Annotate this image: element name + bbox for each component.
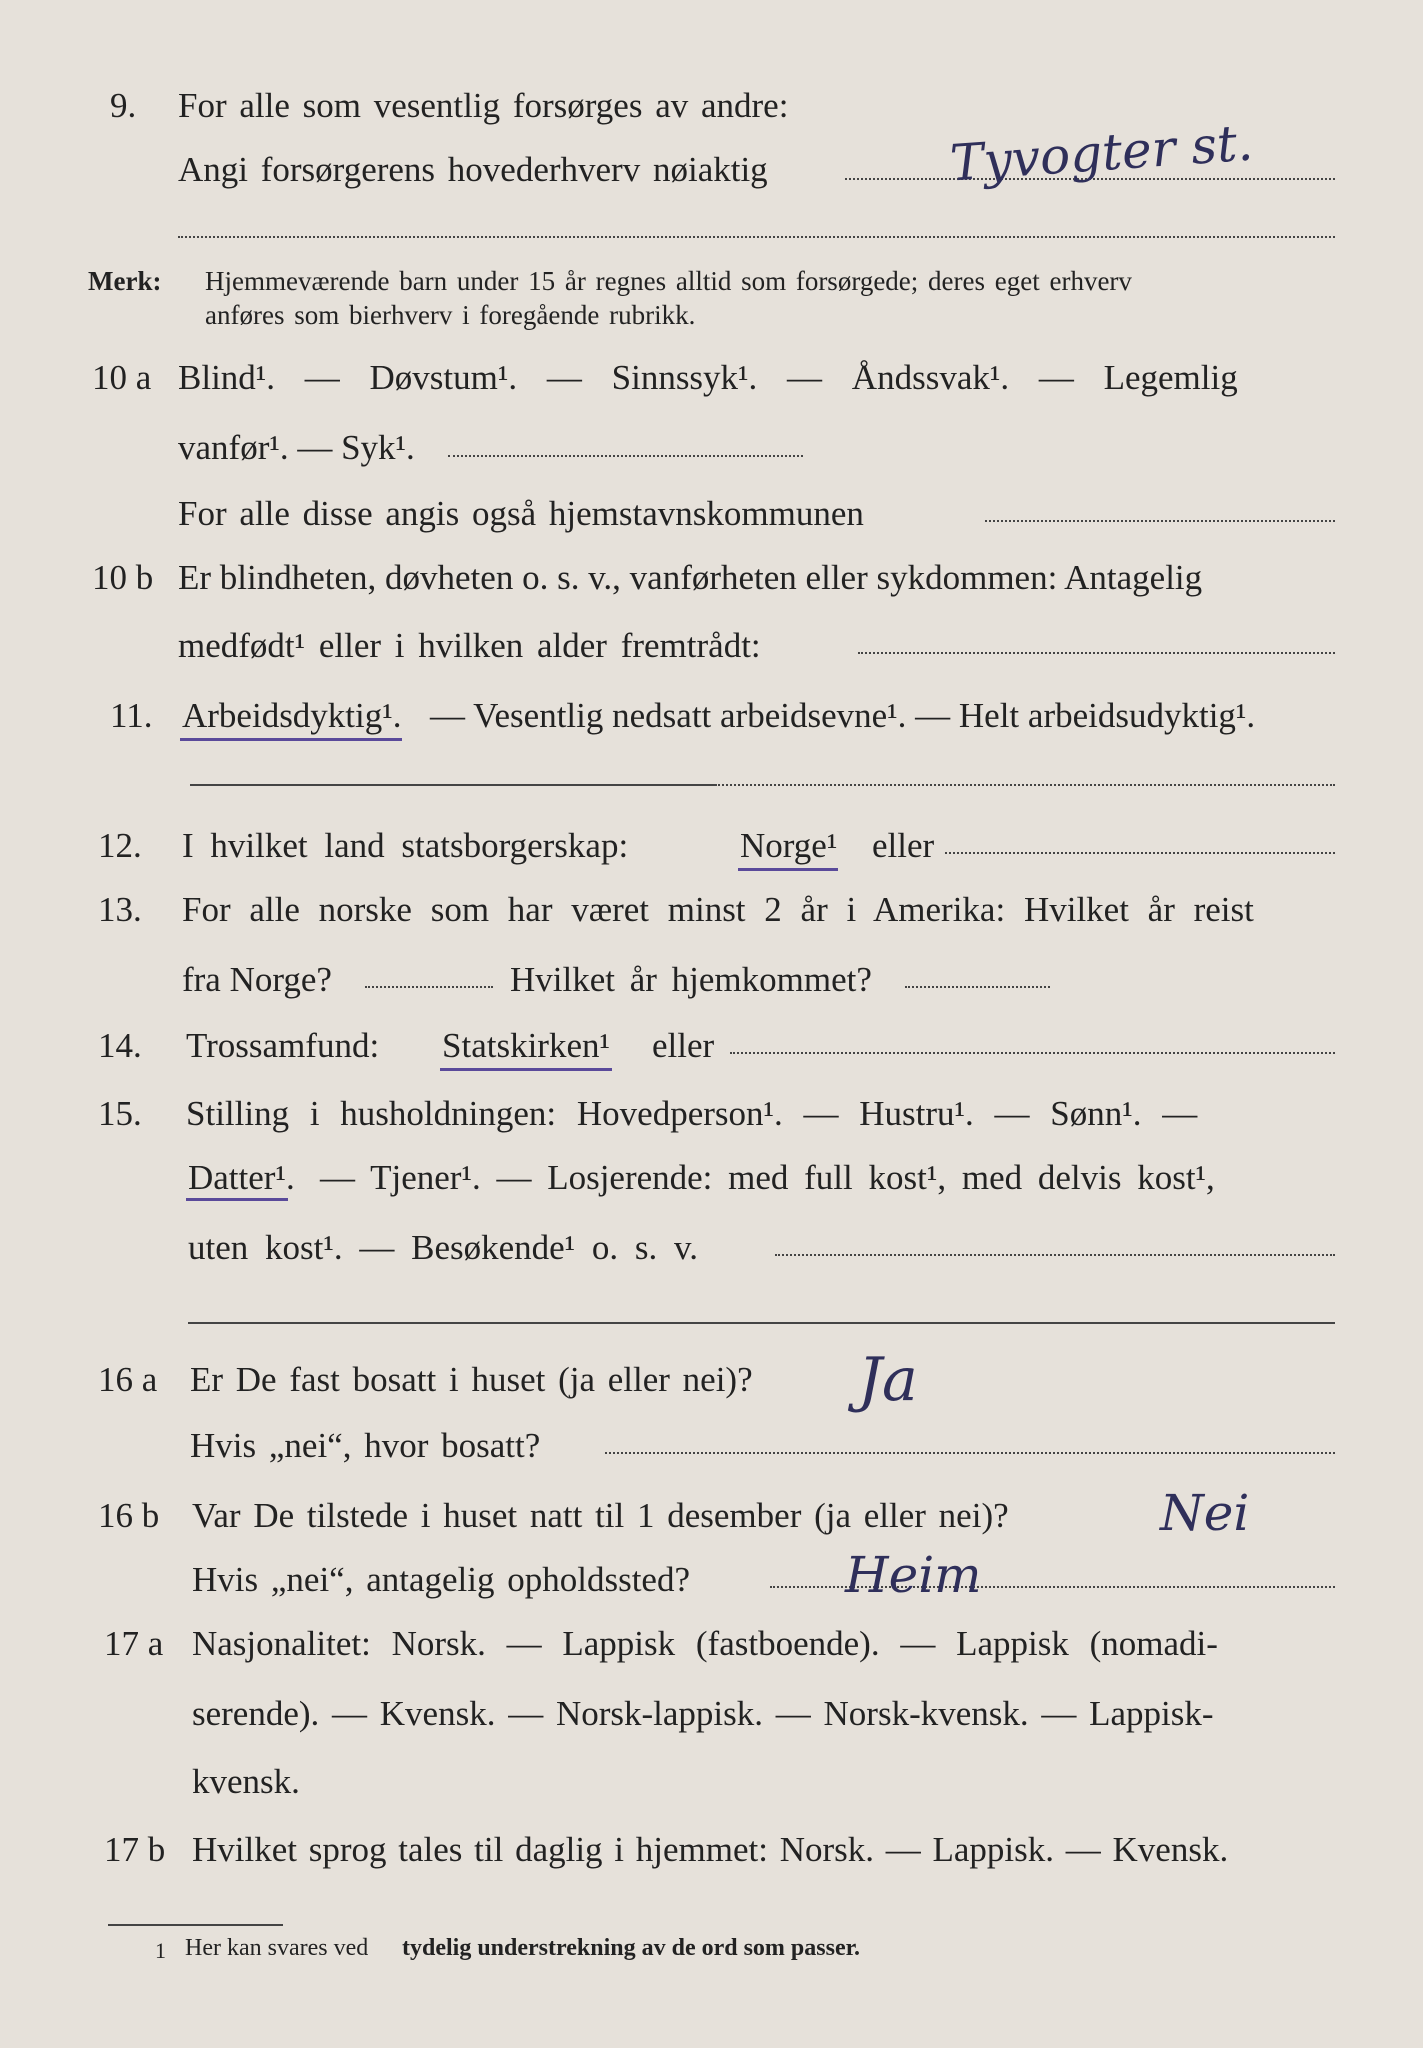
q11-underline-mark (180, 738, 402, 741)
q10b-line1: Er blindheten, døvheten o. s. v., vanførheten eller sykdommen: Antagelig (178, 558, 1203, 597)
q15-separator-line (188, 1322, 1335, 1324)
q10a-line1: Blind¹. — Døvstum¹. — Sinnssyk¹. — Åndssvak¹. — Legemlig (178, 358, 1238, 397)
q17a-line2: serende). — Kvensk. — Norsk-lappisk. — Norsk-kvensk. — Lappisk- (192, 1694, 1214, 1733)
q9-number: 9. (110, 86, 137, 125)
q13-line2b: Hvilket år hjemkommet? (510, 960, 872, 999)
q10a-line3: For alle disse angis også hjemstavnskommunen (178, 494, 864, 533)
q15-number: 15. (98, 1094, 142, 1133)
q15-line3: uten kost¹. — Besøkende¹ o. s. v. (188, 1228, 699, 1267)
q14-answer-dots (730, 1052, 1335, 1054)
q16b-number: 16 b (98, 1496, 160, 1535)
q16a-handwritten-answer: Ja (858, 1345, 918, 1415)
q16b-handwritten-answer-1: Nei (1160, 1484, 1250, 1542)
q10b-line2-dots (858, 652, 1335, 654)
footnote-rule (108, 1924, 283, 1926)
q15-line1: Stilling i husholdningen: Hovedperson¹. — Hustru¹. — Sønn¹. — (186, 1094, 1198, 1133)
q15-underline-mark (186, 1198, 288, 1201)
merk-line1: Hjemmeværende barn under 15 år regnes alltid som forsørgede; deres eget erhverv (205, 266, 1132, 296)
footnote-text-a: Her kan svares ved (185, 1935, 369, 1961)
q16a-line2: Hvis „nei“, hvor bosatt? (190, 1426, 541, 1465)
q17a-line1: Nasjonalitet: Norsk. — Lappisk (fastboende). — Lappisk (nomadi- (192, 1624, 1218, 1663)
q10a-line2: vanfør¹. — Syk¹. (178, 428, 415, 467)
q14-tail: eller (652, 1026, 715, 1065)
q16b-line1: Var De tilstede i huset natt til 1 desember (ja eller nei)? (192, 1496, 1009, 1535)
q16a-line1: Er De fast bosatt i huset (ja eller nei)? (190, 1360, 753, 1399)
q16a-answer-dots (605, 1452, 1335, 1454)
q16b-line2: Hvis „nei“, antagelig opholdssted? (192, 1560, 690, 1599)
q15-line2-rest: — Tjener¹. — Losjerende: med full kost¹, med delvis kost¹, (320, 1158, 1215, 1197)
q17b-line1: Hvilket sprog tales til daglig i hjemmet: Norsk. — Lappisk. — Kvensk. (192, 1830, 1229, 1869)
merk-label: Merk: (88, 266, 162, 296)
q11-rest: — Vesentlig nedsatt arbeidsevne¹. — Helt arbeidsudyktig¹. (430, 696, 1256, 735)
q17b-number: 17 b (104, 1830, 166, 1869)
q16b-handwritten-answer-2: Heim (845, 1546, 982, 1604)
q14-text: Trossamfund: (186, 1026, 380, 1065)
q14-underline-mark (440, 1068, 612, 1071)
footnote-mark: 1 (155, 1938, 166, 1963)
q11-option-arbeidsdyktig: Arbeidsdyktig¹. (182, 696, 402, 735)
q12-answer-dots (945, 852, 1335, 854)
q14-option-statskirken: Statskirken¹ (442, 1026, 610, 1065)
q9-extra-line (178, 236, 1335, 238)
q12-number: 12. (98, 826, 142, 865)
q13-year-returned-dots (905, 986, 1050, 988)
q15-answer-dots (775, 1254, 1335, 1256)
q15-option-datter: Datter¹. (188, 1158, 295, 1197)
q17a-line3: kvensk. (192, 1762, 300, 1801)
q9-line2: Angi forsørgerens hovederhverv nøiaktig (178, 150, 768, 189)
q10b-number: 10 b (92, 558, 154, 597)
q10a-line2-dots (448, 455, 803, 457)
q11-number: 11. (110, 696, 153, 735)
q13-year-left-dots (365, 986, 493, 988)
q17a-number: 17 a (104, 1624, 164, 1663)
q10a-number: 10 a (92, 358, 152, 397)
q12-tail: eller (872, 826, 935, 865)
q11-answer-line (190, 784, 715, 786)
q9-handwritten-answer: Tyvogter st. (948, 113, 1255, 193)
q13-number: 13. (98, 890, 142, 929)
q11-answer-dots (715, 784, 1335, 786)
q14-number: 14. (98, 1026, 142, 1065)
q12-text: I hvilket land statsborgerskap: (182, 826, 629, 865)
q13-line1: For alle norske som har været minst 2 år i Amerika: Hvilket år reist (182, 890, 1254, 929)
q12-option-norge: Norge¹ (740, 826, 838, 865)
q9-line1: For alle som vesentlig forsørges av andre: (178, 86, 789, 125)
q13-line2a: fra Norge? (182, 960, 332, 999)
q10a-line3-dots (985, 520, 1335, 522)
q10b-line2: medfødt¹ eller i hvilken alder fremtrådt: (178, 626, 761, 665)
footnote-text-b: tydelig understrekning av de ord som passer. (402, 1935, 861, 1961)
q12-underline-mark (738, 868, 838, 871)
merk-line2: anføres som bierhverv i foregående rubrikk. (205, 300, 696, 330)
q16a-number: 16 a (98, 1360, 158, 1399)
